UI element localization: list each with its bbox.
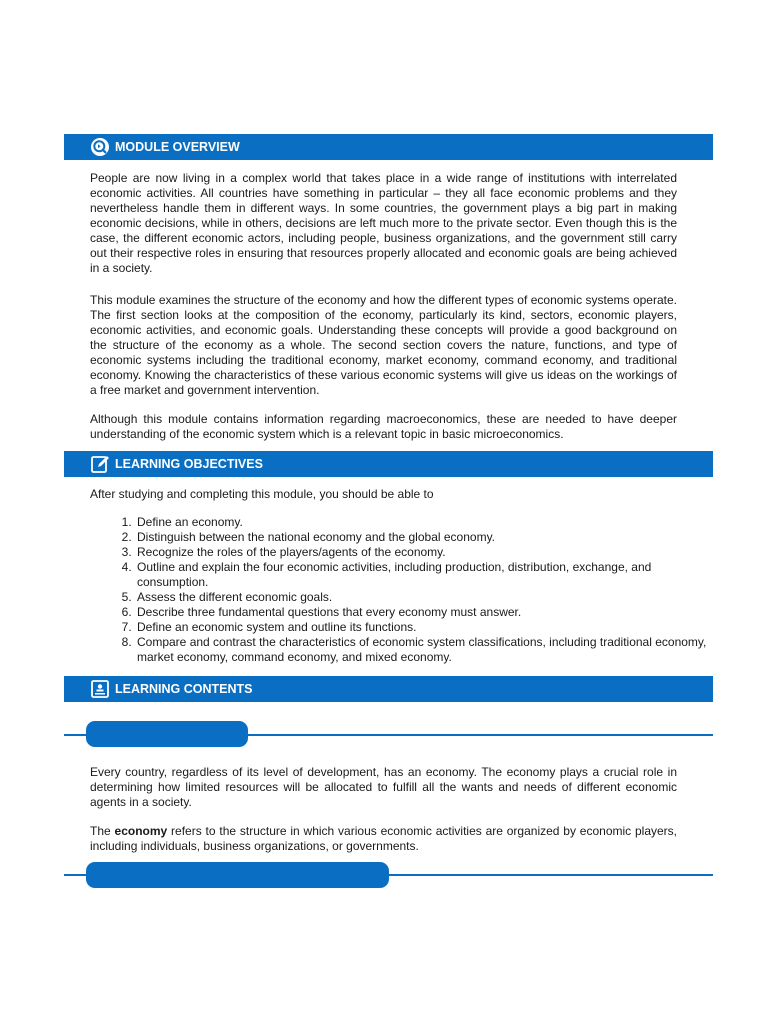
divider-line xyxy=(64,734,88,736)
learning-objectives-title: LEARNING OBJECTIVES xyxy=(115,457,263,471)
magnifier-icon xyxy=(90,137,110,157)
divider-line xyxy=(64,874,88,876)
subheading-pill xyxy=(86,721,248,747)
overview-paragraph-2: This module examines the structure of the economy and how the different types of economic systems operate. The first section looks at the composition of the economy, particularly its kind, sectors, economic players, economic activities, and economic goals. Understanding these concepts will provide a good background on the structure of the economy as a whole. The second section covers the nature, functions, and type of economic systems including the traditional economy, market economy, command economy, and traditional economy. Knowing the characteristics of these various economic systems will give us ideas on the workings of a free market and government intervention. xyxy=(90,293,677,397)
objective-item: 5. Assess the different economic goals. xyxy=(135,590,722,605)
learning-objectives-header xyxy=(64,451,713,477)
objective-item: 4. Outline and explain the four economic activities, including production, distribution, exchange, and consumption. xyxy=(135,560,722,590)
divider-line xyxy=(246,734,713,736)
contents-paragraph-2 xyxy=(90,824,677,854)
text-lead: The xyxy=(90,824,115,838)
learning-contents-title: LEARNING CONTENTS xyxy=(115,682,253,696)
objective-item: 1. Define an economy. xyxy=(135,515,722,530)
overview-paragraph-1: People are now living in a complex world that takes place in a wide range of institutions with interrelated economic activities. All countries have something in particular – they all face economic problems and they nevertheless handle them in different ways. In some countries, the government plays a big part in making economic decisions, while in others, decisions are left much more to the private sector. Even though this is the case, the different economic actors, including people, business organizations, and the government still carry out their respective roles in ensuring that resources properly allocated and economic goals are being achieved in a society. xyxy=(90,171,677,275)
economy-term: economy xyxy=(114,824,168,838)
objective-item: 8. Compare and contrast the characteristics of economic system classifications, including traditional economy, market economy, command economy, and mixed economy. xyxy=(135,635,722,665)
overview-paragraph-3: Although this module contains information regarding macroeconomics, these are needed to have deeper understanding of the economic system which is a relevant topic in basic microeconomics. xyxy=(90,412,677,441)
contents-paragraph-1: Every country, regardless of its level of development, has an economy. The economy plays a crucial role in determining how limited resources will be allocated to fulfill all the wants and needs of different economic agents in a society. xyxy=(90,765,677,809)
divider-line xyxy=(387,874,713,876)
objective-item: 2. Distinguish between the national economy and the global economy. xyxy=(135,530,722,545)
learning-contents-header xyxy=(64,676,713,702)
document-icon xyxy=(90,679,110,699)
module-overview-header xyxy=(64,134,713,160)
objective-item: 7. Define an economic system and outline its functions. xyxy=(135,620,722,635)
objectives-list xyxy=(90,515,722,665)
edit-note-icon xyxy=(90,454,110,474)
module-overview-title: MODULE OVERVIEW xyxy=(115,140,240,154)
objective-item: 6. Describe three fundamental questions that every economy must answer. xyxy=(135,605,722,620)
text-rest: refers to the structure in which various economic activities are organized by economic players, including individuals, business organizations, or governments. xyxy=(90,824,677,853)
objective-item: 3. Recognize the roles of the players/agents of the economy. xyxy=(135,545,722,560)
subheading-pill xyxy=(86,862,389,888)
objectives-intro: After studying and completing this module, you should be able to xyxy=(90,487,434,501)
